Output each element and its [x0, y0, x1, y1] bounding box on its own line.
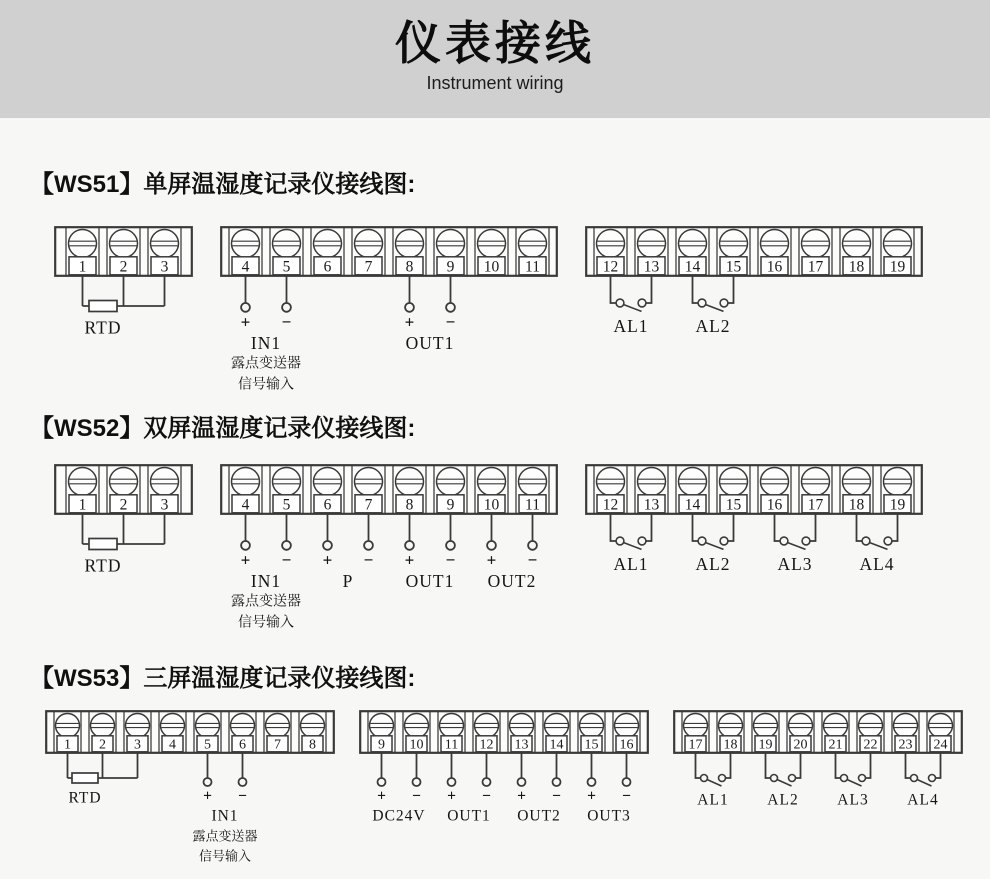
screw-icon	[638, 230, 666, 258]
signal-label: OUT2	[517, 807, 561, 825]
polarity-sign: +	[240, 550, 251, 570]
polarity-sign: +	[404, 312, 415, 332]
terminal-number: 17	[807, 258, 824, 276]
section-title-ws51: 【WS51】单屏温湿度记录仪接线图:	[30, 171, 416, 198]
rtd-label: RTD	[84, 317, 122, 338]
wire-end-terminal	[413, 778, 421, 786]
wire-end-terminal	[241, 541, 250, 550]
terminal-number: 23	[898, 737, 913, 753]
terminal-number: 6	[323, 258, 332, 276]
polarity-sign: +	[322, 550, 333, 570]
relay-wire	[693, 513, 699, 541]
terminal-number: 3	[134, 737, 141, 753]
wire-end-terminal	[446, 541, 455, 550]
terminal-number: 6	[323, 496, 332, 514]
contact-point	[862, 537, 870, 545]
terminal-number: 16	[766, 258, 783, 276]
terminal-number: 15	[725, 258, 742, 276]
alarm-terminal-block	[673, 710, 963, 868]
terminal-number: 3	[160, 258, 169, 276]
screw-icon	[355, 230, 383, 258]
terminal-number: 18	[848, 258, 865, 276]
contact-point	[616, 299, 624, 307]
contact-point	[884, 537, 892, 545]
screw-icon	[789, 714, 813, 738]
relay-wire	[906, 752, 911, 778]
terminal-number: 7	[364, 496, 373, 514]
terminal-number: 18	[848, 496, 865, 514]
polarity-sign: +	[447, 787, 456, 805]
terminal-number: 13	[643, 496, 660, 514]
screw-icon	[679, 230, 707, 258]
alarm-label: AL1	[613, 554, 649, 574]
terminal-number: 9	[446, 258, 455, 276]
terminal-housing	[221, 227, 557, 276]
screw-icon	[884, 468, 912, 496]
screw-icon	[478, 468, 506, 496]
relay-wire	[693, 275, 699, 303]
section-ws51	[0, 170, 990, 400]
terminal-number: 10	[409, 737, 424, 753]
contact-point	[780, 537, 788, 545]
polarity-sign: −	[552, 787, 561, 805]
wire-end-terminal	[405, 303, 414, 312]
screw-icon	[161, 714, 185, 738]
screw-icon	[478, 230, 506, 258]
terminal-housing	[586, 465, 922, 514]
signal-sublabel: 露点变送器	[231, 594, 301, 610]
section-title-ws53: 【WS53】三屏温湿度记录仪接线图:	[30, 665, 416, 692]
screw-icon	[597, 230, 625, 258]
alarm-label: AL1	[613, 316, 649, 336]
contact-point	[802, 537, 810, 545]
terminal-number: 17	[807, 496, 824, 514]
relay-wire	[766, 752, 771, 778]
terminal-number: 5	[282, 258, 291, 276]
terminal-number: 14	[684, 258, 701, 276]
relay-wire	[796, 752, 801, 778]
signal-label: IN1	[250, 332, 282, 353]
relay-wire	[611, 275, 617, 303]
rtd-resistor-icon	[89, 301, 117, 312]
alarm-terminal-block	[585, 226, 923, 400]
terminal-number: 2	[99, 737, 106, 753]
relay-wire	[646, 513, 652, 541]
wire-end-terminal	[323, 541, 332, 550]
page-header	[0, 0, 990, 118]
wiring-diagrams	[0, 170, 990, 868]
terminal-number: 24	[933, 737, 948, 753]
contact-point	[929, 775, 936, 782]
wire-end-terminal	[378, 778, 386, 786]
wire-end-terminal	[448, 778, 456, 786]
contact-point	[719, 775, 726, 782]
screw-icon	[232, 468, 260, 496]
alarm-label: AL4	[859, 554, 895, 574]
screw-icon	[510, 714, 534, 738]
signal-label: DC24V	[372, 807, 426, 825]
terminal-number: 20	[793, 737, 808, 753]
page-subtitle: Instrument wiring	[426, 73, 564, 93]
rtd-resistor-icon	[89, 539, 117, 550]
terminal-number: 7	[364, 258, 373, 276]
terminal-number: 2	[119, 258, 128, 276]
wire-end-terminal	[623, 778, 631, 786]
terminal-blocks-row-ws52	[0, 464, 990, 638]
rtd-terminal-block	[54, 226, 193, 400]
screw-icon	[519, 230, 547, 258]
screw-icon	[638, 468, 666, 496]
screw-icon	[761, 230, 789, 258]
rtd-resistor-icon	[72, 773, 98, 783]
screw-icon	[232, 230, 260, 258]
terminal-number: 1	[64, 737, 71, 753]
io-terminal-block	[220, 464, 558, 638]
screw-icon	[894, 714, 918, 738]
screw-icon	[843, 230, 871, 258]
screw-icon	[719, 714, 743, 738]
terminal-number: 5	[204, 737, 211, 753]
terminal-housing	[586, 227, 922, 276]
terminal-number: 13	[643, 258, 660, 276]
screw-icon	[761, 468, 789, 496]
signal-label: OUT1	[447, 807, 491, 825]
screw-icon	[859, 714, 883, 738]
terminal-number: 10	[483, 496, 500, 514]
terminal-blocks-row-ws51	[0, 226, 990, 400]
signal-sublabel: 信号输入	[198, 848, 252, 864]
signal-label: OUT3	[587, 807, 631, 825]
alarm-terminal-block	[585, 464, 923, 638]
terminal-number: 8	[405, 496, 414, 514]
contact-point	[911, 775, 918, 782]
wire-end-terminal	[446, 303, 455, 312]
screw-icon	[69, 468, 97, 496]
screw-icon	[273, 230, 301, 258]
wire-end-terminal	[239, 778, 247, 786]
terminal-number: 4	[169, 737, 176, 753]
io-terminal-block	[220, 226, 558, 400]
signal-sublabel: 露点变送器	[231, 356, 301, 372]
contact-point	[859, 775, 866, 782]
screw-icon	[91, 714, 115, 738]
screw-icon	[314, 468, 342, 496]
screw-icon	[929, 714, 953, 738]
relay-wire	[728, 275, 734, 303]
screw-icon	[440, 714, 464, 738]
polarity-sign: +	[517, 787, 526, 805]
signal-sublabel: 露点变送器	[192, 828, 258, 844]
relay-wire	[696, 752, 701, 778]
rtd-terminal-block	[54, 464, 193, 638]
contact-point	[701, 775, 708, 782]
polarity-sign: −	[445, 312, 456, 332]
screw-icon	[110, 230, 138, 258]
screw-icon	[597, 468, 625, 496]
alarm-label: AL1	[697, 791, 729, 809]
terminal-number: 4	[241, 496, 250, 514]
terminal-number: 6	[239, 737, 246, 753]
terminal-number: 12	[602, 258, 619, 276]
signal-label: OUT1	[405, 332, 455, 353]
contact-point	[720, 537, 728, 545]
alarm-label: AL3	[777, 554, 813, 574]
wire-end-terminal	[405, 541, 414, 550]
wire-end-terminal	[364, 541, 373, 550]
wire-end-terminal	[487, 541, 496, 550]
wire-end-terminal	[282, 541, 291, 550]
terminal-number: 1	[78, 258, 87, 276]
screw-icon	[273, 468, 301, 496]
alarm-label: AL2	[767, 791, 799, 809]
polarity-sign: −	[622, 787, 631, 805]
rtd-label: RTD	[68, 789, 102, 807]
contact-point	[771, 775, 778, 782]
polarity-sign: −	[281, 312, 292, 332]
terminal-number: 5	[282, 496, 291, 514]
signal-label: IN1	[250, 570, 282, 591]
polarity-sign: +	[404, 550, 415, 570]
screw-icon	[196, 714, 220, 738]
screw-icon	[519, 468, 547, 496]
terminal-blocks-row-ws53	[0, 710, 990, 868]
terminal-number: 16	[766, 496, 783, 514]
polarity-sign: −	[238, 787, 247, 805]
screw-icon	[843, 468, 871, 496]
terminal-number: 1	[78, 496, 87, 514]
terminal-number: 2	[119, 496, 128, 514]
alarm-label: AL2	[695, 316, 731, 336]
polarity-sign: −	[412, 787, 421, 805]
contact-point	[638, 537, 646, 545]
terminal-number: 3	[160, 496, 169, 514]
screw-icon	[396, 230, 424, 258]
screw-icon	[396, 468, 424, 496]
screw-icon	[151, 468, 179, 496]
wire-end-terminal	[553, 778, 561, 786]
polarity-sign: −	[445, 550, 456, 570]
terminal-number: 7	[274, 737, 281, 753]
relay-wire	[646, 275, 652, 303]
screw-icon	[545, 714, 569, 738]
terminal-number: 11	[525, 258, 540, 276]
screw-icon	[679, 468, 707, 496]
screw-icon	[301, 714, 325, 738]
relay-wire	[611, 513, 617, 541]
screw-icon	[231, 714, 255, 738]
contact-point	[698, 537, 706, 545]
screw-icon	[580, 714, 604, 738]
polarity-sign: −	[527, 550, 538, 570]
screw-icon	[802, 468, 830, 496]
terminal-number: 18	[723, 737, 738, 753]
wire-end-terminal	[528, 541, 537, 550]
screw-icon	[405, 714, 429, 738]
relay-wire	[892, 513, 898, 541]
relay-wire	[728, 513, 734, 541]
polarity-sign: −	[281, 550, 292, 570]
screw-icon	[437, 468, 465, 496]
section-title-ws52: 【WS52】双屏温湿度记录仪接线图:	[30, 415, 416, 442]
contact-point	[616, 537, 624, 545]
screw-icon	[824, 714, 848, 738]
signal-label: OUT2	[487, 570, 537, 591]
terminal-number: 19	[889, 496, 906, 514]
screw-icon	[475, 714, 499, 738]
screw-icon	[884, 230, 912, 258]
polarity-sign: −	[482, 787, 491, 805]
screw-icon	[69, 230, 97, 258]
wire-end-terminal	[483, 778, 491, 786]
terminal-number: 17	[688, 737, 703, 753]
page-title: 仪表接线	[395, 17, 595, 69]
relay-wire	[866, 752, 871, 778]
wire-end-terminal	[588, 778, 596, 786]
contact-point	[720, 299, 728, 307]
terminal-number: 11	[525, 496, 540, 514]
polarity-sign: −	[363, 550, 374, 570]
polarity-sign: +	[587, 787, 596, 805]
signal-sublabel: 信号输入	[238, 377, 294, 393]
terminal-number: 10	[483, 258, 500, 276]
terminal-number: 19	[758, 737, 773, 753]
signal-sublabel: 信号输入	[238, 615, 294, 631]
terminal-number: 14	[549, 737, 564, 753]
relay-wire	[726, 752, 731, 778]
terminal-number: 11	[444, 737, 459, 753]
alarm-label: AL3	[837, 791, 869, 809]
contact-point	[638, 299, 646, 307]
terminal-number: 22	[863, 737, 878, 753]
terminal-number: 21	[828, 737, 843, 753]
screw-icon	[370, 714, 394, 738]
rtd-label: RTD	[84, 555, 122, 576]
wire-end-terminal	[518, 778, 526, 786]
terminal-number: 19	[889, 258, 906, 276]
screw-icon	[110, 468, 138, 496]
screw-icon	[314, 230, 342, 258]
screw-icon	[126, 714, 150, 738]
relay-wire	[857, 513, 863, 541]
signal-label: P	[342, 570, 354, 591]
power-output-terminal-block	[359, 710, 649, 868]
wire-end-terminal	[241, 303, 250, 312]
screw-icon	[56, 714, 80, 738]
terminal-number: 9	[446, 496, 455, 514]
polarity-sign: +	[240, 312, 251, 332]
terminal-number: 16	[619, 737, 634, 753]
screw-icon	[720, 230, 748, 258]
relay-wire	[775, 513, 781, 541]
terminal-number: 13	[514, 737, 529, 753]
contact-point	[789, 775, 796, 782]
relay-wire	[810, 513, 816, 541]
terminal-number: 8	[405, 258, 414, 276]
terminal-number: 15	[725, 496, 742, 514]
wire-end-terminal	[204, 778, 212, 786]
terminal-number: 14	[684, 496, 701, 514]
wire-end-terminal	[282, 303, 291, 312]
terminal-housing	[221, 465, 557, 514]
rtd-input-terminal-block	[45, 710, 335, 868]
signal-label: OUT1	[405, 570, 455, 591]
screw-icon	[684, 714, 708, 738]
contact-point	[841, 775, 848, 782]
terminal-number: 12	[479, 737, 494, 753]
screw-icon	[151, 230, 179, 258]
terminal-number: 9	[378, 737, 385, 753]
screw-icon	[802, 230, 830, 258]
terminal-number: 8	[309, 737, 316, 753]
relay-wire	[836, 752, 841, 778]
screw-icon	[266, 714, 290, 738]
alarm-label: AL2	[695, 554, 731, 574]
section-ws53	[0, 664, 990, 868]
contact-point	[698, 299, 706, 307]
signal-label: IN1	[211, 807, 239, 825]
screw-icon	[355, 468, 383, 496]
alarm-label: AL4	[907, 791, 939, 809]
screw-icon	[754, 714, 778, 738]
terminal-number: 15	[584, 737, 599, 753]
polarity-sign: +	[486, 550, 497, 570]
section-ws52	[0, 414, 990, 638]
terminal-number: 4	[241, 258, 250, 276]
terminal-number: 12	[602, 496, 619, 514]
screw-icon	[720, 468, 748, 496]
relay-wire	[936, 752, 941, 778]
polarity-sign: +	[203, 787, 212, 805]
screw-icon	[437, 230, 465, 258]
screw-icon	[615, 714, 639, 738]
polarity-sign: +	[377, 787, 386, 805]
